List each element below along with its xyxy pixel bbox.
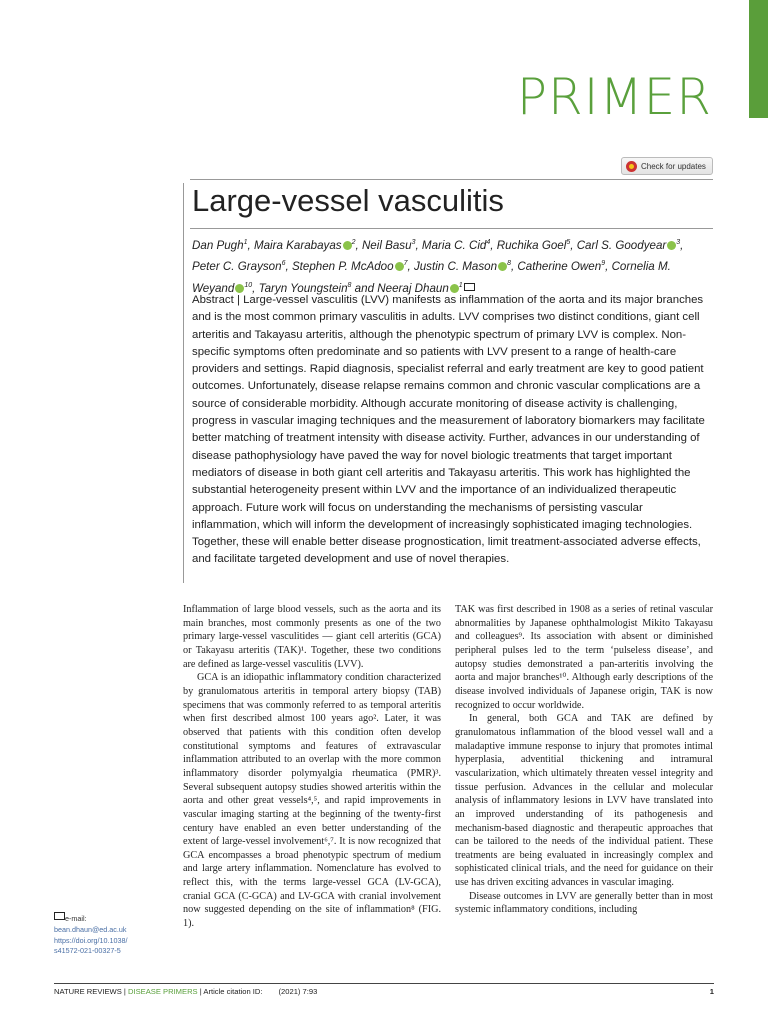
author-name: Taryn Youngstein — [258, 281, 348, 295]
envelope-icon[interactable] — [464, 283, 475, 291]
author-name: Carl S. Goodyear — [576, 238, 667, 252]
footer-separator: | — [121, 987, 128, 996]
orcid-icon[interactable] — [395, 262, 404, 271]
author-affiliation: 6 — [281, 260, 286, 268]
crossmark-icon — [626, 161, 637, 172]
author — [497, 239, 571, 252]
author — [577, 239, 680, 252]
author-name: Neeraj Dhaun — [377, 281, 449, 295]
author-affiliation: 8 — [507, 260, 511, 268]
body-paragraph: Inflammation of large blood vessels, such as the aorta and its main branches, most commonly presents as one of the two primary large-vessel vasculitides — giant cell arteritis (GCA) or Takayasu arteritis (TAK)¹. Together, these two conditions are defined as large-vessel vasculitis (LVV). — [183, 604, 441, 670]
title-bottom-rule — [190, 228, 713, 229]
author — [362, 239, 416, 252]
author-name: Ruchika Goel — [496, 238, 567, 252]
footer-rule — [54, 983, 714, 984]
section-color-bar — [749, 0, 768, 118]
abstract-text: Large-vessel vasculitis (LVV) manifests as inflammation of the aorta and its major branches and is the most common primary vasculitis in adults. LVV comprises two distinct conditions, giant cell arteritis and Takayasu arteritis, although the phenotypic spectrum of primary LVV is complex. Non-specific symptoms often predominate and so patients with LVV present to a range of health-care providers and settings. Rapid diagnosis, specialist referral and early treatment are key to good patient outcomes. Unfortunately, disease relapse remains common and chronic vascular complications are a source of considerable morbidity. Although accurate monitoring of disease activity is challenging, progress in vascular imaging techniques and the measurement of laboratory biomarkers may facilitate better matching of treatment intensity with disease activity. Further, advances in our understanding of disease pathophysiology have paved the way for novel biologic treatments that target important mediators of disease in both giant cell arteritis and Takayasu arteritis. This work has highlighted the substantial heterogeneity present within LVV and the importance of an individualized therapeutic approach. Future work will focus on understanding the mechanisms of persisting vascular inflammation, which will inform the development of increasingly sophisticated imaging technologies. Together, these will enable better disease prognostication, limit treatment-associated adverse effects, and facilitate targeted development and use of novel therapies. — [192, 294, 705, 566]
title-top-rule — [190, 179, 713, 180]
author-name: Maria C. Cid — [421, 238, 487, 252]
author-name: Neil Basu — [361, 238, 412, 252]
author-affiliation: 3 — [411, 239, 416, 246]
author-affiliation: 9 — [601, 260, 606, 268]
email-link[interactable]: bean.dhaun@ed.ac.uk — [54, 924, 127, 934]
author-affiliation: 10 — [244, 281, 253, 289]
body-column-left — [183, 603, 441, 931]
envelope-icon — [54, 912, 65, 920]
body-paragraph: In general, both GCA and TAK are defined by granulomatous inflammation of the blood vessel wall and a maladaptive immune response to injury that promotes intimal hyperplasia, adventitial thickening and intramural vascularization, which ultimately threaten vessel integrity and tissue perfusion. Advances in the cellular and molecular analysis of inflammatory lesions in LVV have translated into an improved understanding of its pathogenesis and mechanism-based diagnostic and therapeutic approaches that can be tailored to the needs of the individual patient. These treatments are being evaluated in increasingly complex and sophisticated clinical trials, and the need for guidance on their use has driven exciting advances in vascular imaging. — [455, 713, 713, 889]
author-list: Dan Pugh$^1$, Maira Karabayas $^2$, Neil Basu$^3$, Maria C. Cid$^4$, Ruchika Goel$^5$, Carl S. Goodyear $^3$, Peter C. Grayson$^6$, Stephen P. McAdoo $^7$, Justin C. Mason $^8$, Catherine Owen$^9$, Cornelia M. Weyand $^{10}$, Taryn Youngstein$^8$ and Neeraj Dhaun $^1$ — [192, 238, 684, 295]
check-for-updates-label: Check for updates — [641, 161, 706, 171]
orcid-icon[interactable] — [343, 241, 352, 250]
citation-label: | Article citation ID: — [197, 987, 263, 996]
body-paragraph: TAK was first described in 1908 as a series of retinal vascular abnormalities by Japanese ophthalmologist Mikito Takayasu and colleagues⁹. Its association with absent or diminished peripheral pulses led to the term ‘pulseless disease’, and autopsy studies demonstrated a pan-arteritis involving the aorta and major branches¹⁰. Although early descriptions of the disease involved individuals of Japanese origin, TAK is now recognized to occur worldwide. — [455, 604, 713, 711]
author — [422, 239, 490, 252]
author — [414, 260, 511, 273]
author-affiliation: 5 — [566, 239, 571, 246]
author-affiliation: 4 — [486, 239, 491, 246]
body-column-right — [455, 603, 713, 917]
series-name: DISEASE PRIMERS — [128, 987, 198, 996]
orcid-icon[interactable] — [667, 241, 676, 250]
author-name: Catherine Owen — [517, 260, 602, 274]
citation-year: (2021) 7:93 — [278, 987, 318, 996]
body-paragraph: Disease outcomes in LVV are generally better than in most systemic inflammatory conditions, including — [455, 890, 713, 916]
author-affiliation: 1 — [458, 281, 463, 289]
section-label: PRIMER — [516, 68, 712, 126]
author — [192, 260, 285, 273]
orcid-icon[interactable] — [498, 262, 507, 271]
author-name: Peter C. Grayson — [192, 260, 282, 274]
body-paragraph: GCA is an idiopathic inflammatory condition characterized by granulomatous arteritis in temporal artery biopsy (TAB) specimens that was commonly referred to as temporal arteritis when first described almost 100 years ago². Later, it was observed that patients with this condition often develop constitutional symptoms and features of extravascular inflammation attributed to an overlap with the more common inflammatory disorder polymyalgia rheumatica (PMR)³. Several subsequent autopsy studies showed arteritis within the aorta and other great vessels⁴,⁵, and rapid improvements in vascular imaging starting at the beginning of the twenty-first century have enabled an even better understanding of the extent of large-vessel involvement⁶,⁷. It is now recognized that GCA encompasses a broad phenotypic spectrum of medium and large artery inflammation. Nomenclature has evolved to reflect this, with the terms large-vessel GCA (LV-GCA), cranial GCA (C-GCA) and LV-GCA with cranial involvement now suggested depending on the site of inflammation⁸ (FIG. 1). — [183, 672, 441, 930]
author — [292, 260, 408, 273]
author-affiliation: 1 — [243, 239, 248, 246]
author-affiliation: 8 — [347, 281, 352, 289]
abstract-left-rule — [183, 183, 184, 583]
journal-name: NATURE REVIEWS — [54, 987, 122, 996]
check-for-updates-button[interactable] — [621, 157, 713, 175]
author-name: Dan Pugh — [192, 238, 244, 252]
author-affiliation: 2 — [351, 239, 356, 246]
doi-link-line-1[interactable]: https://doi.org/10.1038/ — [54, 935, 128, 945]
author-affiliation: 7 — [403, 260, 408, 268]
article-title: Large-vessel vasculitis — [192, 183, 504, 218]
author-name: Cornelia M. Weyand — [192, 260, 671, 295]
author-name: Stephen P. McAdoo — [291, 260, 394, 274]
abstract-label: Abstract | — [192, 294, 244, 306]
page-number: 1 — [709, 987, 714, 996]
email-label-row — [54, 912, 164, 925]
footer — [54, 987, 714, 996]
author — [192, 239, 247, 252]
author — [517, 260, 605, 273]
author-affiliation: 3 — [676, 239, 681, 246]
doi-link-line-2[interactable]: s41572-021-00327-5 — [54, 946, 121, 956]
sidenote — [54, 912, 164, 957]
author — [254, 239, 356, 252]
author-name: Maira Karabayas — [253, 238, 342, 252]
author-name: Justin C. Mason — [413, 260, 498, 274]
email-label: e-mail: — [65, 914, 87, 923]
abstract — [192, 292, 713, 569]
